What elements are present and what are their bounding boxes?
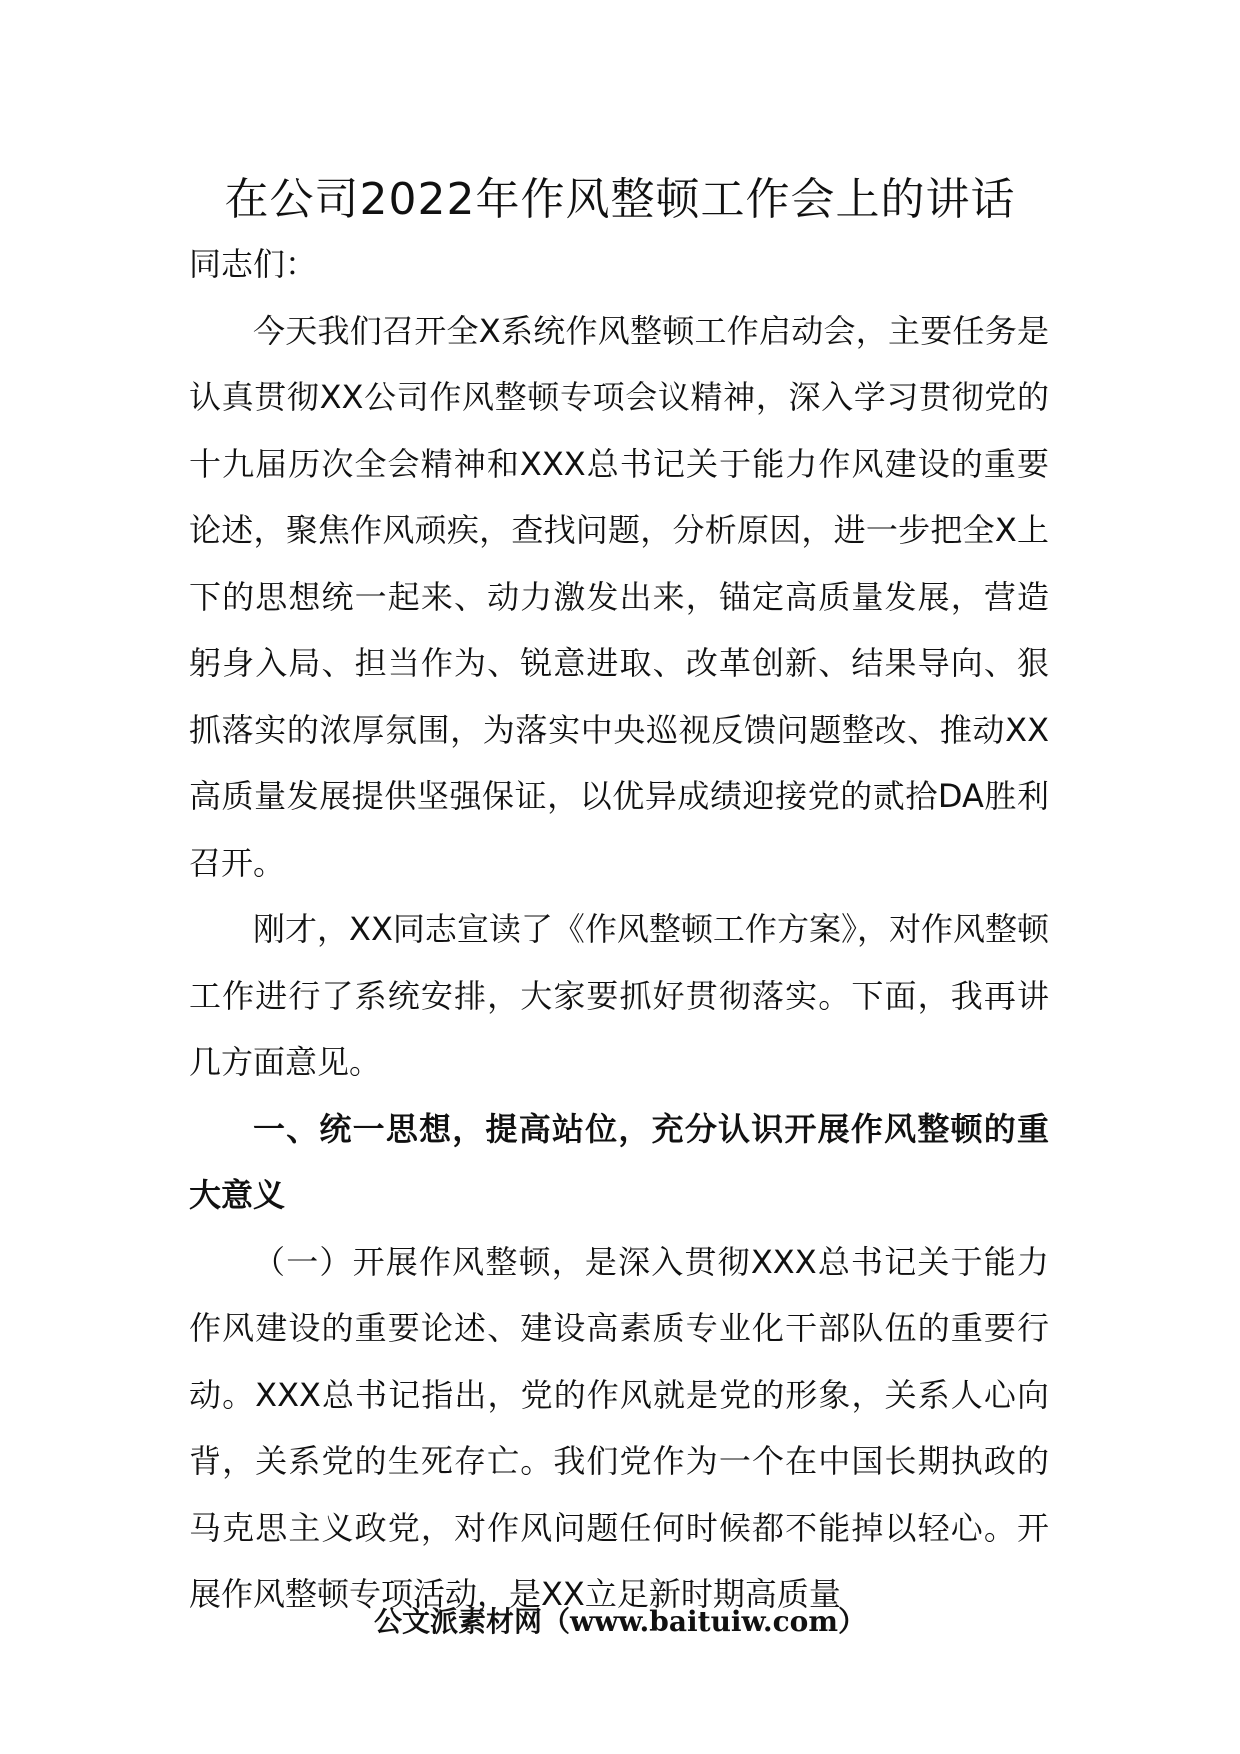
- paragraph-intro: 今天我们召开全X系统作风整顿工作启动会，主要任务是认真贯彻XX公司作风整顿专项会议精神，深入学习贯彻党的十九届历次全会精神和XXX总书记关于能力作风建设的重要论述，聚焦作风顽疾，查找问题，分析原因，进一步把全X上下的思想统一起来、动力激发出来，锚定高质量发展，营造躬身入局、担当作为、锐意进取、改革创新、结果导向、狠抓落实的浓厚氛围，为落实中央巡视反馈问题整改、推动XX高质量发展提供坚强保证，以优异成绩迎接党的贰拾DA胜利召开。: [189, 311, 1049, 882]
- paragraph-transition: 刚才，XX同志宣读了《作风整顿工作方案》，对作风整顿工作进行了系统安排，大家要抓好贯彻落实。下面，我再讲几方面意见。: [189, 910, 1049, 1081]
- salutation: 同志们：: [189, 245, 318, 283]
- footer-watermark: 公文派素材网（www.baituiw.com）: [374, 1605, 866, 1638]
- section-heading: 一、统一思想，提高站位，充分认识开展作风整顿的重大意义: [189, 1109, 1049, 1214]
- document-body: [189, 231, 1049, 1628]
- subsection-paragraph: （一）开展作风整顿，是深入贯彻XXX总书记关于能力作风建设的重要论述、建设高素质专业化干部队伍的重要行动。XXX总书记指出，党的作风就是党的形象，关系人心向背，关系党的生死存亡。我们党作为一个在中国长期执政的马克思主义政党，对作风问题任何时候都不能掉以轻心。开展作风整顿专项活动，是XX立足新时期高质量: [189, 1242, 1049, 1613]
- document-title: 在公司2022年作风整顿工作会上的讲话: [224, 174, 1016, 225]
